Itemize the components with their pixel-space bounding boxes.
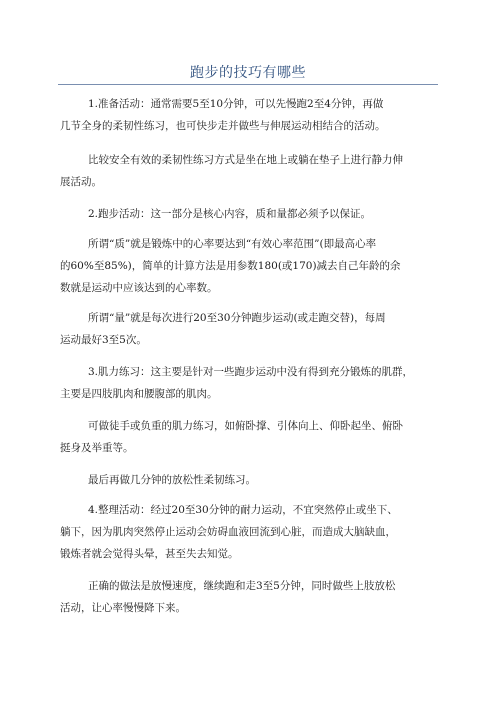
paragraph-line: 所谓“质”就是锻炼中的心率要达到“有效心率范围”(即最高心率 (88, 238, 377, 250)
paragraph-line: 锻炼者就会觉得头晕，甚至失去知觉。 (60, 548, 239, 560)
paragraph-line: 1.准备活动：通常需要5至10分钟，可以先慢跑2至4分钟，再做 (88, 98, 384, 110)
paragraph-line: 的60%至85%)，简单的计算方法是用参数180(或170)减去自己年龄的余 (60, 260, 401, 272)
paragraph-line: 最后再做几分钟的放松性柔韧练习。 (88, 474, 256, 486)
title-divider (58, 84, 438, 85)
paragraph-line: 躺下，因为肌肉突然停止运动会妨碍血液回流到心脏，而造成大脑缺血， (60, 526, 396, 538)
document-title: 跑步的技巧有哪些 (190, 65, 306, 81)
paragraph-line: 挺身及举重等。 (60, 442, 134, 454)
paragraph-line: 几节全身的柔韧性练习，也可快步走并做些与伸展运动相结合的活动。 (60, 120, 386, 132)
paragraph-line: 所谓“量”就是每次进行20至30分钟跑步运动(或走跑交替)，每周 (88, 312, 386, 324)
paragraph-line: 主要是四肢肌肉和腰腹部的肌肉。 (60, 388, 218, 400)
paragraph-line: 可做徒手或负重的肌力练习，如俯卧撑、引体向上、仰卧起坐、俯卧 (88, 420, 403, 432)
paragraph-line: 运动最好3至5次。 (60, 334, 147, 346)
paragraph-line: 2.跑步活动：这一部分是核心内容，质和量都必须予以保证。 (88, 208, 372, 220)
paragraph-line: 活动，让心率慢慢降下来。 (60, 602, 186, 614)
paragraph-line: 比较安全有效的柔韧性练习方式是坐在地上或躺在垫子上进行静力伸 (88, 154, 403, 166)
paragraph-line: 正确的做法是放慢速度，继续跑和走3至5分钟，同时做些上肢放松 (88, 580, 396, 592)
paragraph-line: 3.肌力练习：这主要是针对一些跑步运动中没有得到充分锻炼的肌群， (88, 366, 414, 378)
paragraph-line: 4.整理活动：经过20至30分钟的耐力运动，不宜突然停止或坐下、 (88, 504, 398, 516)
paragraph-line: 数就是运动中应该达到的心率数。 (60, 282, 218, 294)
paragraph-line: 展活动。 (60, 176, 102, 188)
